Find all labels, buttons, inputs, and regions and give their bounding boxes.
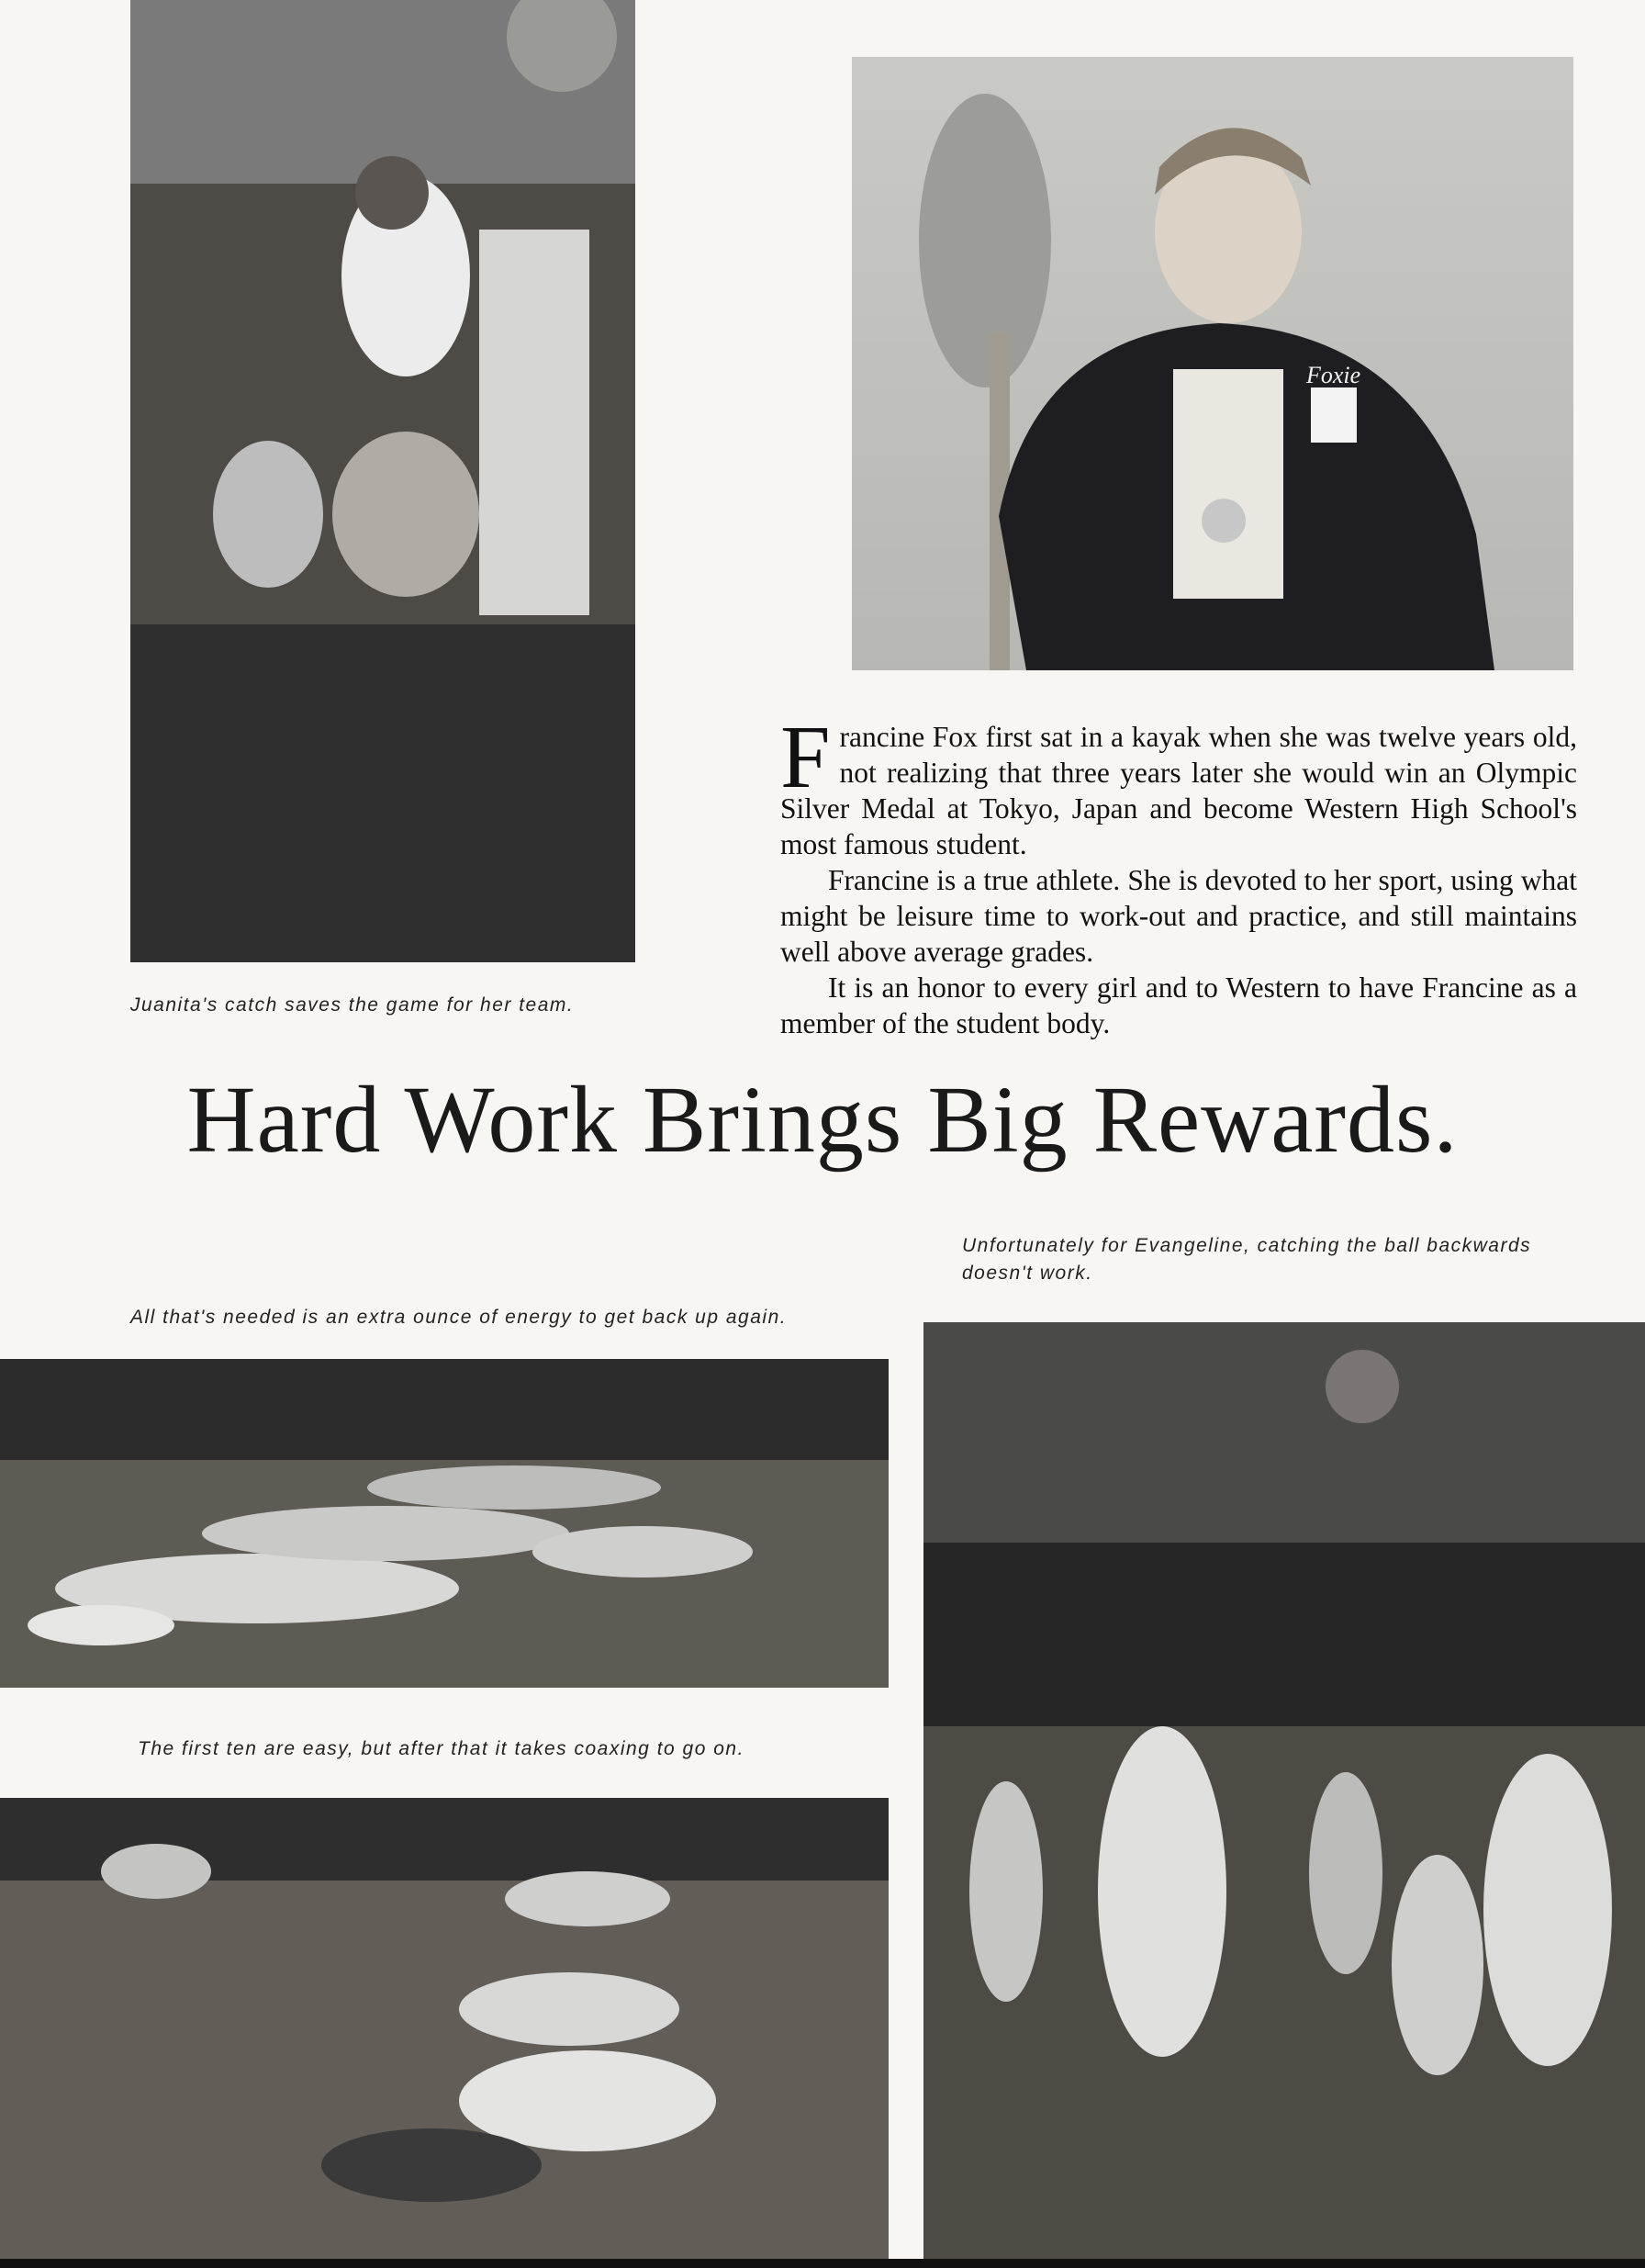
- photo-catching-ball: [923, 1322, 1645, 2259]
- story-paragraph-3: It is an honor to every girl and to Western to have Francine as a member of the student body.: [780, 971, 1577, 1039]
- photo-pushups: [0, 1798, 889, 2259]
- page-headline: Hard Work Brings Big Rewards.: [186, 1067, 1459, 1173]
- story-text: [780, 708, 1577, 1041]
- story-paragraph-1: rancine Fox first sat in a kayak when she was twelve years old, not realizing that three years later she would win an Olympic Silver Medal at Tokyo, Japan and become Western High School's most famous student.: [780, 721, 1577, 860]
- caption-juanita: Juanita's catch saves the game for her team.: [130, 994, 575, 1016]
- page-bottom-edge: [0, 2259, 1645, 2268]
- photo-situps: [0, 1359, 889, 1688]
- photo-basketball-jump: [130, 0, 635, 962]
- caption-energy: All that's needed is an extra ounce of energy to get back up again.: [130, 1307, 788, 1328]
- caption-first-ten: The first ten are easy, but after that it takes coaxing to go on.: [138, 1738, 744, 1759]
- jacket-lettering: Foxie: [1306, 362, 1361, 388]
- caption-evangeline: Unfortunately for Evangeline, catching the ball backwards doesn't work.: [962, 1235, 1532, 1284]
- story-paragraph-2: Francine is a true athlete. She is devoted to her sport, using what might be leisure time to work-out and practice, and still maintains well above average grades.: [780, 864, 1577, 968]
- photo-francine-portrait: [852, 57, 1573, 670]
- drop-cap: F: [780, 708, 831, 807]
